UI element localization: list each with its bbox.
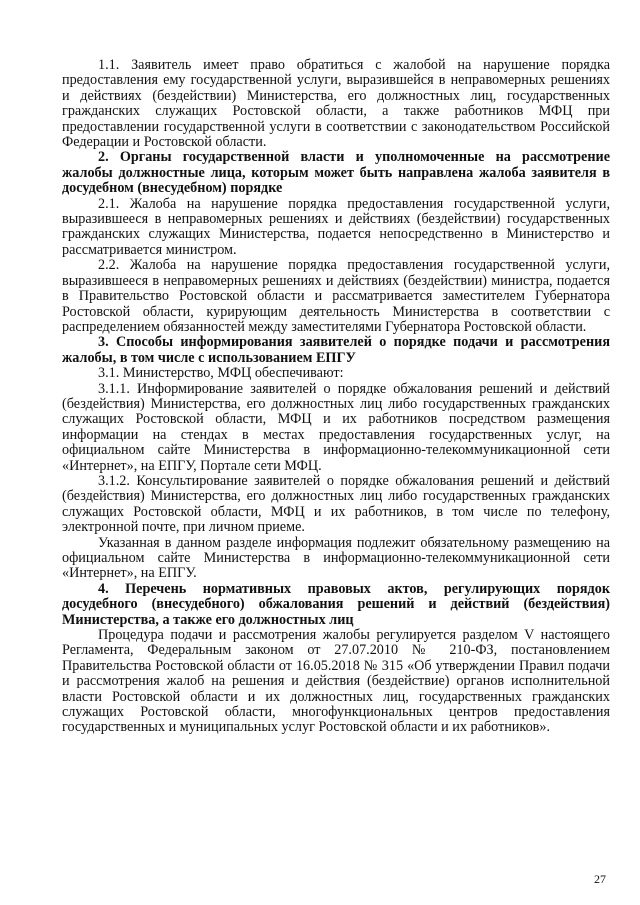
document-body: [62, 58, 610, 736]
section-heading-3: 3. Способы информирования заявителей о порядке подачи и рассмотрения жалобы, в том числе с использованием ЕПГУ: [62, 334, 610, 366]
paragraph-3-1: 3.1. Министерство, МФЦ обеспечивают:: [98, 365, 344, 382]
paragraph-notice: Указанная в данном разделе информация подлежит обязательному размещению на официальном сайте Министерства в информационно-телекоммуникационной сети «Интернет», на ЕПГУ.: [62, 534, 610, 582]
section-heading-4: 4. Перечень нормативных правовых актов, регулирующих порядок досудебного (внесудебного) обжалования решений и действий (бездействия) Министерства, а также его должностных лиц: [62, 580, 610, 628]
paragraph-3-1-1: 3.1.1. Информирование заявителей о порядке обжалования решений и действий (бездействия) Министерства, его должностных лиц либо государственных гражданских служащих Ростовской области, МФЦ и их работников посредством размещения информации на стендах в местах предоставления государственных услуг, на официальном сайте Министерства в информационно-телекоммуникационной сети «Интернет», на ЕПГУ, Портале сети МФЦ.: [62, 380, 610, 474]
paragraph-2-1: 2.1. Жалоба на нарушение порядка предоставления государственной услуги, выразившееся в неправомерных решениях и действиях (бездействии) государственных гражданских служащих Министерства, подается непосредственно в Министерство и рассматривается министром.: [62, 195, 610, 258]
paragraph-1-1: 1.1. Заявитель имеет право обратиться с жалобой на нарушение порядка предоставления ему государственной услуги, выразившейся в неправомерных решениях и действиях (бездействии) Министерства, его должностных лиц, государственных гражданских служащих Ростовской области, а также работников МФЦ при предоставлении государственной услуги в соответствии с законодательством Российской Федерации и Ростовской области.: [62, 57, 610, 151]
paragraph-3-1-2: 3.1.2. Консультирование заявителей о порядке обжалования решений и действий (бездействия) Министерства, его должностных лиц либо государственных гражданских служащих Ростовской области, МФЦ и их работников, в том числе по телефону, электронной почте, при личном приеме.: [62, 472, 610, 536]
page-number: 27: [594, 872, 606, 886]
paragraph-procedure: Процедура подачи и рассмотрения жалобы регулируется разделом V настоящего Регламента, Федеральным законом от 27.07.2010 № 210-ФЗ, постановлением Правительства Ростовской области от 16.05.2018 № 315 «Об утверждении Правил подачи и рассмотрения жалоб на решения и действия (бездействие) органов исполнительной власти Ростовской области и их должностных лиц, государственных гражданских служащих Ростовской области, многофункциональных центров предоставления государственных и муниципальных услуг Ростовской области и их работников».: [62, 627, 610, 736]
paragraph-2-2: 2.2. Жалоба на нарушение порядка предоставления государственной услуги, выразившееся в неправомерных решениях и действиях (бездействии) министра, подается в Правительство Ростовской области и рассматривается заместителем Губернатора Ростовской области, курирующим деятельность Министерства в соответствии с распределением обязанностей между заместителями Губернатора Ростовской области.: [62, 257, 610, 335]
section-heading-2: 2. Органы государственной власти и уполномоченные на рассмотрение жалобы должностные лица, которым может быть направлена жалоба заявителя в досудебном (внесудебном) порядке: [62, 149, 610, 197]
